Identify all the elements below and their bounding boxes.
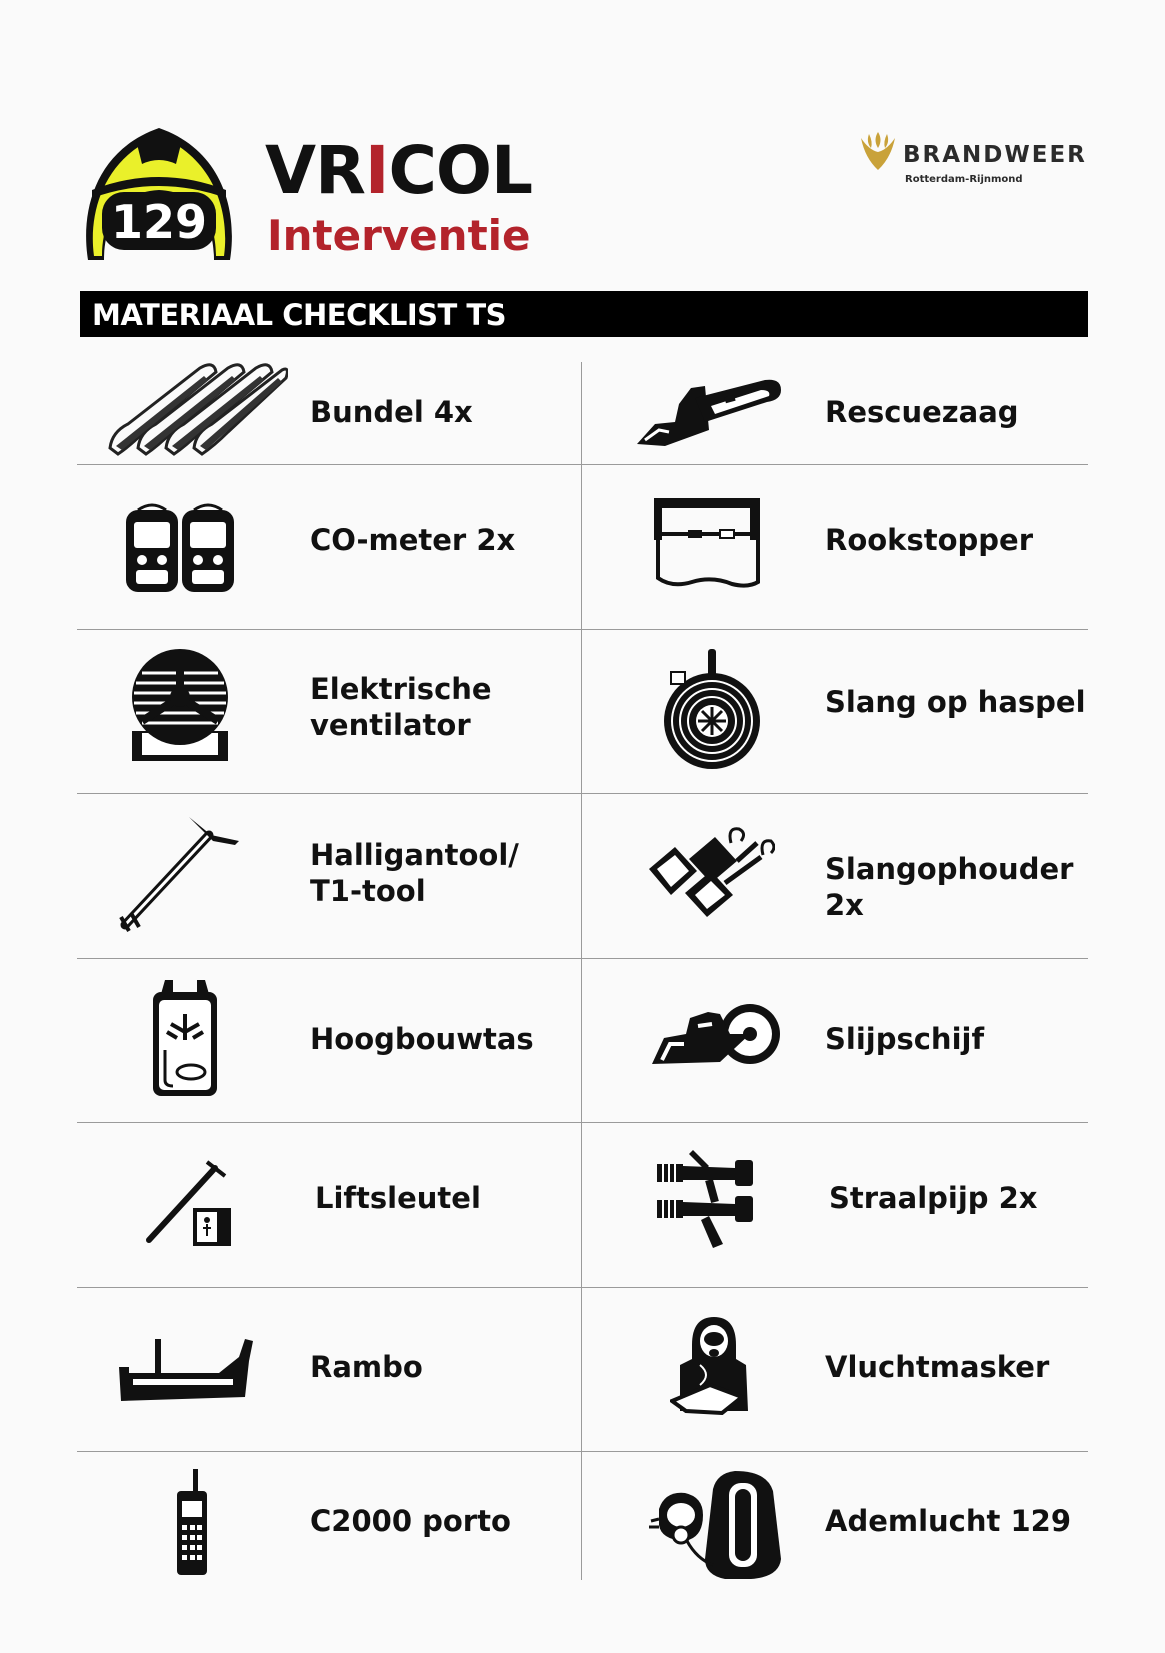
- item-label: Slang op haspel: [825, 685, 1086, 719]
- brandweer-logo: [855, 128, 1095, 188]
- item-label: Rescuezaag: [825, 395, 1019, 429]
- smoke-stopper-icon: [652, 498, 760, 590]
- breathing-apparatus-icon: [647, 1469, 787, 1581]
- brand-name: BRANDWEER: [903, 142, 1087, 168]
- checklist-grid: [77, 362, 1088, 1580]
- checklist-item: [582, 1451, 1087, 1580]
- co-meter-icon: [124, 502, 236, 594]
- halligan-tool-icon: [119, 813, 243, 933]
- item-label: Bundel 4x: [310, 395, 473, 429]
- checklist-item: [582, 1122, 1087, 1287]
- lift-key-icon: [145, 1160, 235, 1250]
- checklist-item: [77, 958, 582, 1122]
- checklist-item: [582, 629, 1087, 793]
- rambo-icon: [119, 1337, 257, 1403]
- item-label: Halligantool/ T1-tool: [310, 838, 519, 908]
- brand-region: Rotterdam-Rijnmond: [905, 174, 1023, 185]
- item-label: CO-meter 2x: [310, 523, 516, 557]
- checklist-item: [77, 1451, 582, 1580]
- checklist-item: [77, 793, 582, 958]
- chainsaw-icon: [635, 374, 787, 454]
- item-label: Slijpschijf: [825, 1022, 985, 1056]
- item-label: Rambo: [310, 1350, 423, 1384]
- checklist-item: [582, 362, 1087, 464]
- section-title: MATERIAAL CHECKLIST TS: [92, 298, 507, 332]
- item-label: Slangophouder 2x: [825, 852, 1074, 922]
- checklist-item: [77, 1122, 582, 1287]
- helmet-icon: [76, 120, 242, 276]
- checklist-item: [582, 793, 1087, 958]
- checklist-item: [77, 362, 582, 464]
- app-title: VRICOL: [265, 132, 533, 209]
- item-label: Vluchtmasker: [825, 1350, 1050, 1384]
- item-label: Elektrische ventilator: [310, 672, 492, 742]
- checklist-item: [582, 958, 1087, 1122]
- highrise-bag-icon: [151, 980, 219, 1098]
- fan-icon: [130, 647, 230, 767]
- item-label: Liftsleutel: [315, 1181, 481, 1215]
- hose-bundle-icon: [104, 362, 288, 460]
- checklist-item: [77, 464, 582, 629]
- item-label: Rookstopper: [825, 523, 1033, 557]
- radio-icon: [175, 1469, 209, 1577]
- section-header: [80, 291, 1088, 337]
- checklist-item: [77, 629, 582, 793]
- checklist-item: [582, 1287, 1087, 1451]
- hose-holder-icon: [645, 825, 775, 917]
- checklist-item: [582, 464, 1087, 629]
- item-label: Hoogbouwtas: [310, 1022, 534, 1056]
- item-label: Ademlucht 129: [825, 1504, 1072, 1538]
- checklist-item: [77, 1287, 582, 1451]
- brandweer-crest-icon: [855, 128, 901, 176]
- escape-mask-icon: [670, 1315, 754, 1415]
- app-subtitle: Interventie: [267, 211, 531, 260]
- item-label: Straalpijp 2x: [829, 1181, 1038, 1215]
- cut-off-saw-icon: [650, 1004, 782, 1068]
- nozzle-icon: [655, 1150, 755, 1250]
- item-label: C2000 porto: [310, 1504, 511, 1538]
- hose-reel-icon: [662, 649, 762, 771]
- helmet-number: 129: [110, 195, 208, 249]
